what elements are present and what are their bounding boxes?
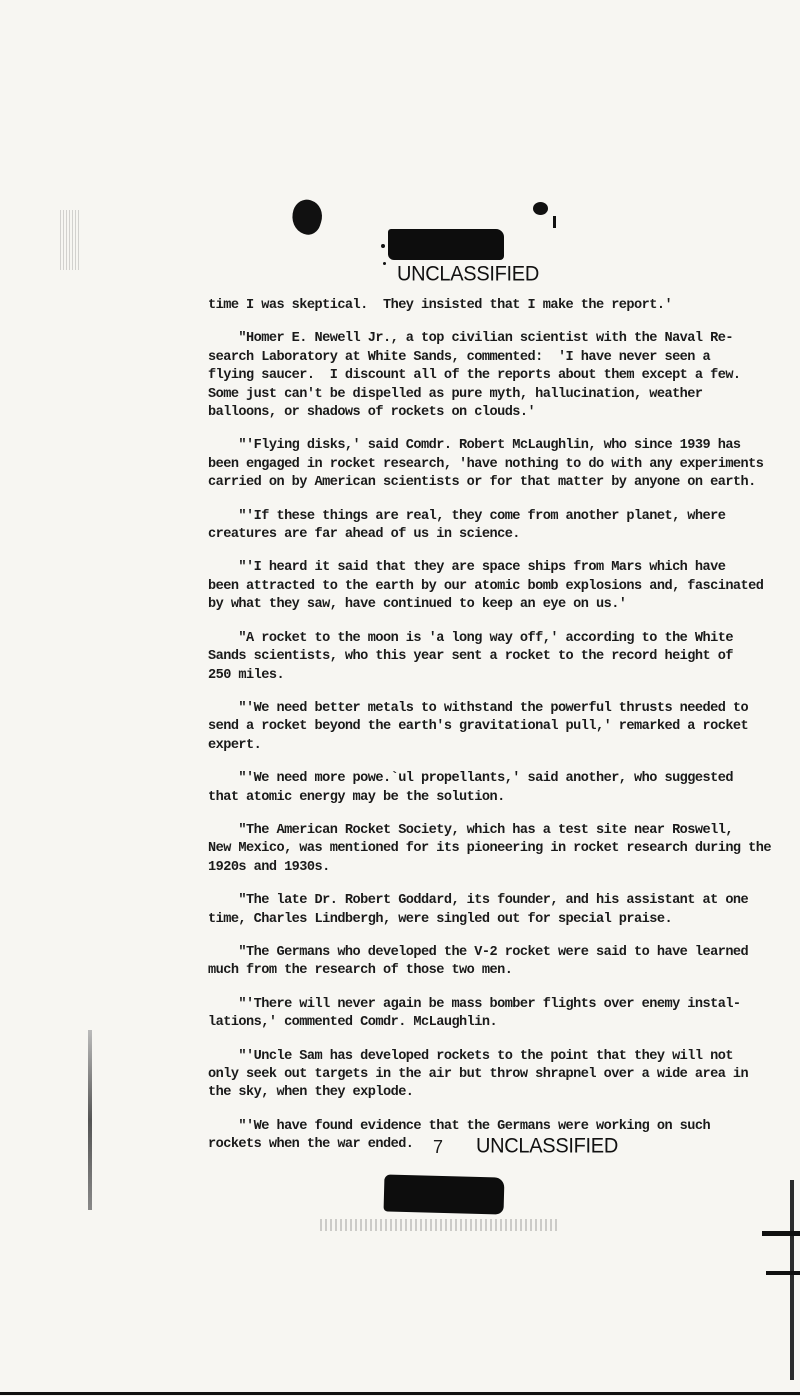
text-line: carried on by American scientists or for that matter by anyone on earth. xyxy=(208,475,756,491)
scan-smear xyxy=(60,210,80,270)
text-line: only seek out targets in the air but throw shrapnel over a wide area in xyxy=(208,1067,749,1082)
text-line: by what they saw, have continued to keep an eye on us.' xyxy=(208,597,627,613)
classification-marking-top: UNCLASSIFIED xyxy=(397,262,539,286)
text-line: "'There will never again be mass bomber flights over enemy instal- xyxy=(208,996,741,1012)
paragraph xyxy=(208,437,764,492)
text-line: Sands scientists, who this year sent a rocket to the record height of xyxy=(208,649,733,665)
text-line: the sky, when they explode. xyxy=(208,1085,414,1101)
text-line: "Homer E. Newell Jr., a top civilian scientist with the Naval Re- xyxy=(208,331,733,347)
redaction-bar-top xyxy=(388,229,504,260)
paragraph xyxy=(208,944,756,981)
text-line: that atomic energy may be the solution. xyxy=(208,789,505,805)
text-line: creatures are far ahead of us in science. xyxy=(208,527,520,543)
text-line: "The Germans who developed the V-2 rocket were said to have learned xyxy=(208,944,749,960)
paragraph xyxy=(208,892,756,929)
text-line: time, Charles Lindbergh, were singled out for special praise. xyxy=(208,911,673,927)
paragraph xyxy=(208,770,756,807)
text-line: "The late Dr. Robert Goddard, its founder, and his assistant at one xyxy=(208,893,749,909)
paragraph xyxy=(208,700,756,755)
paragraph xyxy=(208,1048,756,1103)
paragraph xyxy=(208,297,756,315)
text-line: expert. xyxy=(208,737,262,753)
scan-edge-mark xyxy=(762,1231,800,1236)
text-line: New Mexico, was mentioned for its pioneering in rocket research during the xyxy=(208,841,771,857)
redaction-bar-bottom xyxy=(384,1174,505,1214)
text-line: rockets when the war ended. xyxy=(208,1137,414,1153)
text-line: 250 miles. xyxy=(208,667,285,683)
text-line: balloons, or shadows of rockets on clouds.' xyxy=(208,405,536,421)
text-line: lations,' commented Comdr. McLaughlin. xyxy=(208,1015,498,1031)
scan-bottom-edge xyxy=(0,1392,800,1395)
ink-blot xyxy=(287,196,326,238)
ink-dot xyxy=(383,262,386,265)
text-line: "The American Rocket Society, which has a test site near Roswell, xyxy=(208,822,733,838)
paragraph xyxy=(208,559,764,614)
ink-dot xyxy=(381,244,385,248)
text-line: time I was skeptical. They insisted that I make the report.' xyxy=(208,298,673,313)
scan-edge-mark xyxy=(766,1271,800,1275)
page-number: 7 xyxy=(433,1137,444,1157)
paragraph xyxy=(208,630,756,685)
document-body xyxy=(208,297,771,1170)
paragraph xyxy=(208,330,756,422)
scan-noise xyxy=(320,1219,560,1231)
text-line: much from the research of those two men. xyxy=(208,963,513,979)
text-line: send a rocket beyond the earth's gravitational pull,' remarked a rocket xyxy=(208,719,749,735)
text-line: "'Uncle Sam has developed rockets to the point that they will not xyxy=(208,1048,733,1064)
text-line: been attracted to the earth by our atomic bomb explosions and, fascinated xyxy=(208,578,764,594)
classification-marking-bottom: UNCLASSIFIED xyxy=(476,1134,618,1158)
text-line: "'If these things are real, they come from another planet, where xyxy=(208,508,726,524)
paragraph xyxy=(208,508,756,545)
text-line: "'I heard it said that they are space ships from Mars which have xyxy=(208,560,726,576)
text-line: 1920s and 1930s. xyxy=(208,859,330,875)
paragraph xyxy=(208,822,771,877)
text-line: Some just can't be dispelled as pure myth, hallucination, weather xyxy=(208,386,703,402)
text-line: "'We have found evidence that the Germans were working on such xyxy=(208,1118,711,1134)
ink-blot xyxy=(533,202,548,215)
text-line: search Laboratory at White Sands, commented: 'I have never seen a xyxy=(208,349,711,365)
text-line: flying saucer. I discount all of the reports about them except a few. xyxy=(208,368,741,384)
text-line: "'Flying disks,' said Comdr. Robert McLaughlin, who since 1939 has xyxy=(208,438,741,454)
scan-edge-streak xyxy=(88,1030,92,1210)
paragraph xyxy=(208,996,756,1033)
text-line: "'We need better metals to withstand the powerful thrusts needed to xyxy=(208,700,749,716)
text-line: been engaged in rocket research, 'have nothing to do with any experiments xyxy=(208,456,764,472)
text-line: "A rocket to the moon is 'a long way off,' according to the White xyxy=(208,630,733,646)
ink-mark xyxy=(553,216,556,228)
scan-edge-line xyxy=(790,1180,794,1380)
text-line: "'We need more powe.`ul propellants,' said another, who suggested xyxy=(208,771,733,787)
